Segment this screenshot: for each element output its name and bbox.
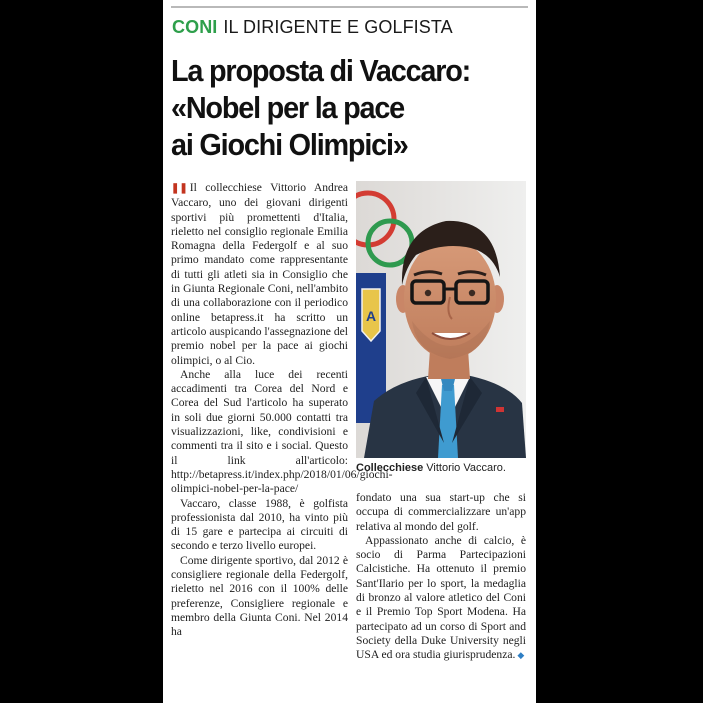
- kicker-text: IL DIRIGENTE E GOLFISTA: [223, 17, 453, 37]
- body-paragraph: ❚❚ Il collecchiese Vittorio Andrea Vaccaro, uno dei giovani dirigenti sportivi più promettenti d'Italia, rieletto nel consiglio regionale Emilia Romagna della Federgolf e al suo primo mandato come rappresentante di tutti gli atleti sia in Consiglio che in Giunta Regionale Coni, nell'ambito di una collaborazione con il periodico online betapress.it ha scritto un articolo auspicando l'assegnazione del premio nobel per la pace ai giochi olimpici, o al Cio.: [171, 181, 348, 367]
- headline-line: La proposta di Vaccaro:: [171, 53, 471, 88]
- body-paragraph: Anche alla luce dei recenti accadimenti tra Corea del Nord e Corea del Sud l'articolo ha superato in soli due giorni 50.000 contatti tra visualizzazioni, like, condivisioni e commenti tra il sito e i social. Questo il link all'articolo: http://betapress.it/index.php/2018/01/06/giochi-olimpici-nobel-per-la-pace/: [171, 367, 393, 496]
- headline: [171, 52, 508, 163]
- body-column-left: [171, 181, 393, 640]
- body-paragraph: fondato una sua start-up che si occupa di commercializzare un'app relativa al mondo del golf.: [356, 491, 526, 533]
- headline-line: ai Giochi Olimpici»: [171, 127, 408, 162]
- section-kicker: [172, 17, 453, 38]
- headline-line: «Nobel per la pace: [171, 90, 405, 125]
- body-column-right: [356, 491, 526, 663]
- portrait-photo: [356, 181, 526, 458]
- paragraph-marker-icon: ❚❚: [171, 183, 188, 194]
- body-paragraph: Appassionato anche di calcio, è socio di Parma Partecipazioni Calcistiche. Ha ottenuto il premio Sant'Ilario per lo sport, la medaglia di bronzo al valore atletico del Coni e il Premio Top Sport Modena. Ha partecipato ad un corso di Sport and Society della Duke University negli USA ed ora studia giurisprudenza. ◆: [356, 533, 526, 662]
- photo-caption: [356, 462, 531, 474]
- caption-bold: Collecchiese: [356, 462, 424, 474]
- newspaper-page: [163, 0, 536, 703]
- svg-text:A: A: [365, 308, 377, 324]
- kicker-tag: CONI: [172, 17, 218, 37]
- top-rule: [171, 6, 528, 8]
- body-paragraph: Come dirigente sportivo, dal 2012 è consigliere regionale della Federgolf, rieletto nel 2016 con il 100% delle preferenze, Consigliere regionale e membro della Giunta Coni. Nel 2014 ha: [171, 553, 348, 639]
- end-of-article-icon: ◆: [517, 650, 525, 661]
- body-paragraph: Vaccaro, classe 1988, è golfista professionista dal 2010, ha vinto più di 15 gare e partecipa ai circuiti di secondo e terzo livello europei.: [171, 496, 348, 553]
- caption-text: Vittorio Vaccaro.: [426, 462, 506, 474]
